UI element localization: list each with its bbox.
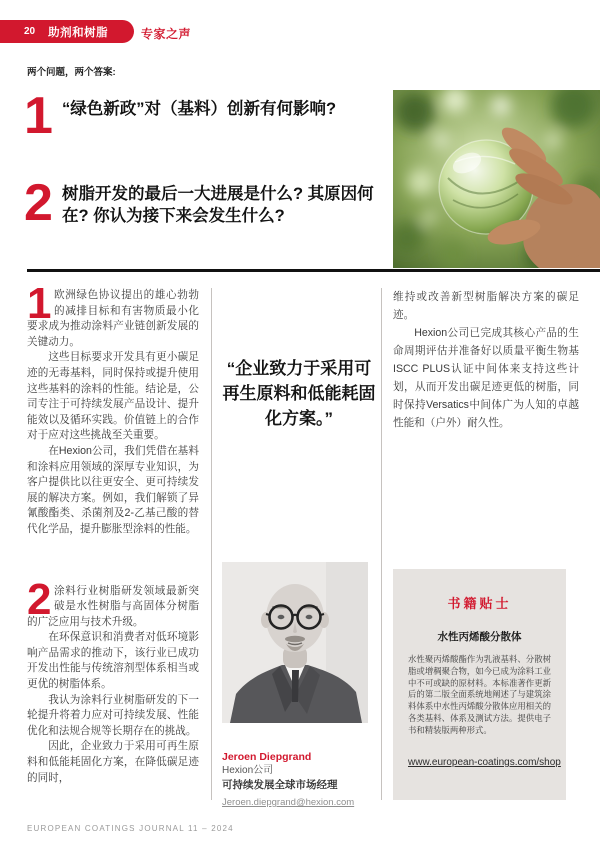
person-company: Hexion公司 <box>222 765 274 776</box>
answer-2-paragraph-1: 2 涂料行业树脂研发领域最新突破是水性树脂与高固体分树脂的广泛应用与技术升级。 <box>27 574 199 628</box>
page-number: 20 <box>24 26 36 37</box>
right-paragraph-1: 维持或改善新型树脂解决方案的碳足迹。 <box>393 291 579 321</box>
question-2 <box>24 174 392 232</box>
question-1 <box>24 87 362 145</box>
header-section-pill <box>0 20 134 43</box>
person-name: Jeroen Diepgrand <box>222 751 312 763</box>
book-tip-box <box>393 569 566 800</box>
answer-1-dropcap: 1 <box>27 279 52 328</box>
column-rule-left <box>211 288 212 800</box>
column-tab-label: 专家之声 <box>141 27 192 41</box>
question-2-number: 2 <box>24 174 53 232</box>
question-2-text: 树脂开发的最后一大进展是什么? 其原因何在? 你认为接下来会发生什么? <box>62 185 374 225</box>
person-email-link[interactable]: Jeroen.diepgrand@hexion.com <box>222 797 355 808</box>
question-1-number: 1 <box>24 87 53 145</box>
section-title: 助剂和树脂 <box>48 26 109 39</box>
column-rule-right <box>381 288 382 800</box>
book-tip-subtitle: 水性丙烯酸分散体 <box>437 631 522 643</box>
book-tip-title: 书籍贴士 <box>447 596 512 611</box>
question-1-text: “绿色新政”对（基料）创新有何影响? <box>62 100 337 118</box>
intro-line: 两个问题，两个答案: <box>27 67 116 78</box>
answer-2-paragraph-3: 我认为涂料行业树脂研发的下一轮提升将着力应对可持续发展、性能优化和法规合规等长期存在的挑战。 <box>27 693 199 737</box>
hero-photo-glass-sphere <box>393 90 600 268</box>
answer-1-paragraph-2: 这些目标要求开发具有更小碳足迹的无毒基料，同时保持或提升使用这些基料的涂料的性能。结论是，公司专注于可持续发展产品设计、提升能效以及循环实践。价值链上的合作对于应对这些挑战至关重要。 <box>27 351 199 442</box>
portrait-caption <box>222 750 378 810</box>
section-divider-rule <box>27 269 600 272</box>
article-column-right <box>393 288 579 432</box>
answer-2-paragraph-2: 在环保意识和消费者对低环境影响产品需求的推动下，该行业已成功开发出性能与传统溶剂型体系相当或更优的树脂体系。 <box>27 631 199 691</box>
portrait-photo <box>222 562 368 723</box>
answer-1-paragraph-1: 1 欧洲绿色协议提出的雄心勃勃的减排目标和有害物质最小化要求成为推动涂料产业链创新发展的关键动力。 <box>27 279 199 348</box>
book-tip-body: 水性聚丙烯酸酯作为乳液基料、分散树脂或增稠聚合物，如今已成为涂料工业中不可或缺的原材料。本标准著作更新后的第二版全面系统地阐述了与建筑涂料体系中水性丙烯酸分散体应用相关的各类基料、体系及测试方法。提供电子书和精装版两种形式。 <box>408 654 551 735</box>
article-column-left <box>27 279 199 786</box>
book-tip-shop-link[interactable]: www.european-coatings.com/shop <box>408 757 561 768</box>
journal-footer: EUROPEAN COATINGS JOURNAL 11 – 2024 <box>27 824 234 833</box>
pull-quote: “企业致力于采用可再生原料和低能耗固化方案。” <box>222 359 376 428</box>
answer-2-paragraph-4: 因此，企业致力于采用可再生原料和低能耗固化方案，在降低碳足迹的同时， <box>27 740 199 784</box>
right-paragraph-2: Hexion公司已完成其核心产品的生命周期评估并准备好以质量平衡生物基ISCC PLUS认证中间体来支持这些计划，从而开发出碳足迹更低的树脂，同时保持Versatics中间体广为人知的卓越性能和（户外）耐久性。 <box>393 327 579 429</box>
answer-2-dropcap: 2 <box>27 574 52 624</box>
person-title: 可持续发展全球市场经理 <box>222 779 338 791</box>
answer-1-paragraph-3: 在Hexion公司，我们凭借在基料和涂料应用领域的深厚专业知识，为客户提供比以往更安全、更可持续发展的解决方案。例如，我们解锁了异氰酸酯类、杀菌剂及2-乙基己酸的替代化学品，提升膨胀型涂料的性能。 <box>27 444 199 535</box>
